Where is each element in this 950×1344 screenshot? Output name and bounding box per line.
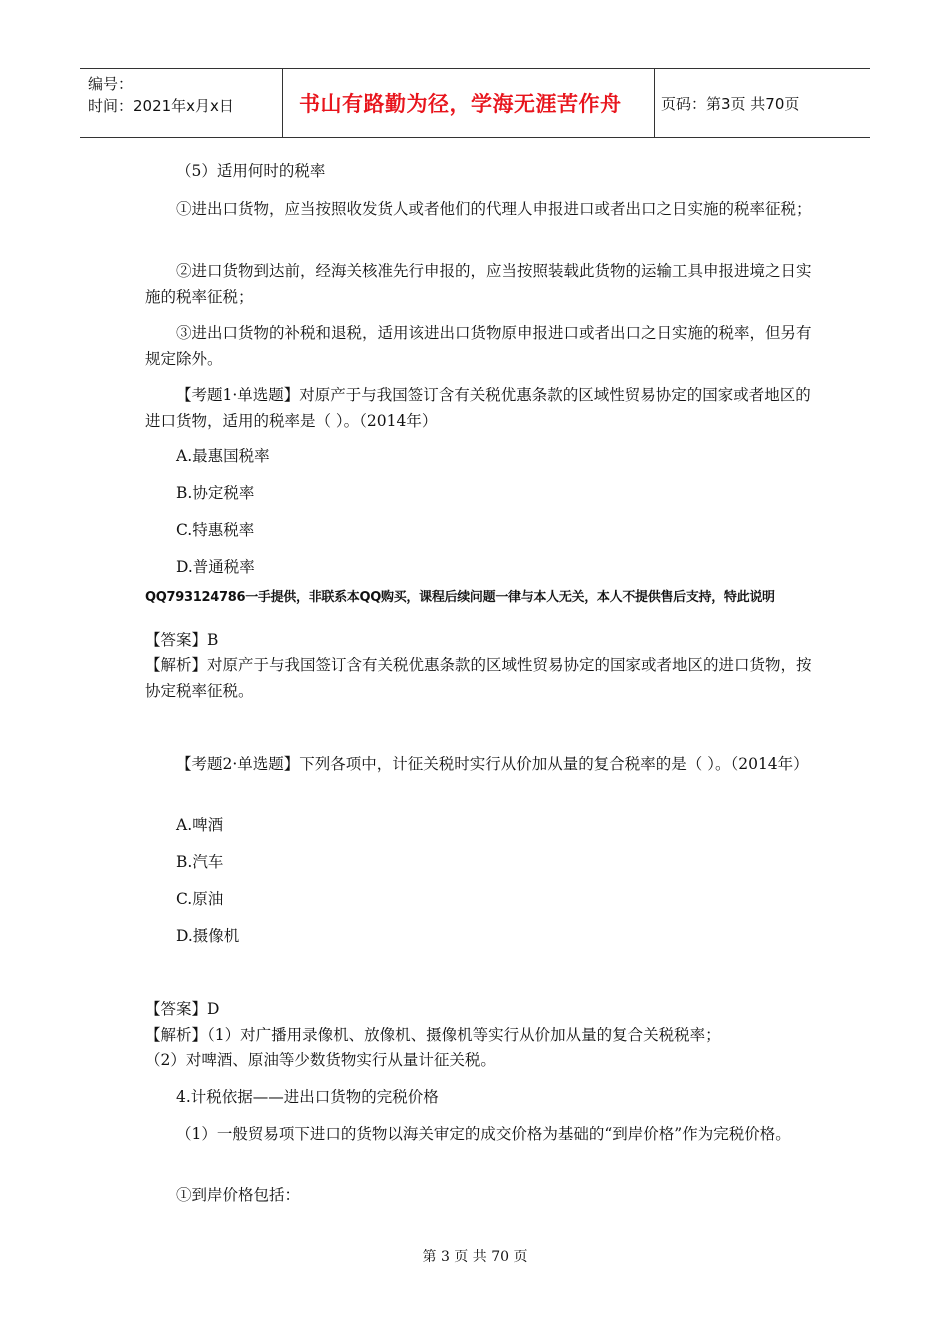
section-5-item-3: ③进出口货物的补税和退税，适用该进出口货物原申报进口或者出口之日实施的税率，但另有规定除外。 <box>145 324 812 368</box>
section-4-title: 4.计税依据——进出口货物的完税价格 <box>176 1088 439 1106</box>
page-footer: 第 3 页 共 70 页 <box>422 1249 528 1265</box>
question-2-option-a: A.啤酒 <box>176 816 224 834</box>
page-header <box>80 68 870 138</box>
question-1-answer: 【答案】B <box>145 631 219 649</box>
question-2-analysis-1: 【解析】（1）对广播用录像机、放像机、摄像机等实行从价加从量的复合关税税率； <box>145 1026 721 1044</box>
header-page-info: 页码：第3页 共70页 <box>661 94 800 113</box>
question-2-analysis-2: （2）对啤酒、原油等少数货物实行从量计征关税。 <box>145 1051 496 1069</box>
section-4-item-1: （1）一般贸易项下进口的货物以海关审定的成交价格为基础的“到岸价格”作为完税价格。 <box>176 1125 791 1143</box>
question-1-option-a: A.最惠国税率 <box>176 447 270 465</box>
header-meta <box>80 69 283 137</box>
question-1-analysis: 【解析】对原产于与我国签订含有关税优惠条款的区域性贸易协定的国家或者地区的进口货物，按协定税率征税。 <box>145 656 812 700</box>
question-1-stem: 【考题1·单选题】对原产于与我国签订含有关税优惠条款的区域性贸易协定的国家或者地区的进口货物，适用的税率是（ ）。（2014年） <box>145 386 811 430</box>
section-5-title: （5）适用何时的税率 <box>176 162 326 180</box>
question-2-option-b: B.汽车 <box>176 853 224 871</box>
section-4-item-2: ①到岸价格包括： <box>176 1186 301 1204</box>
header-motto-cell <box>283 69 655 137</box>
doc-number-label: 编号： <box>88 75 134 93</box>
question-1-option-c: C.特惠税率 <box>176 521 255 539</box>
doc-date-label: 时间：2021年x月x日 <box>88 97 234 115</box>
distribution-notice: QQ793124786一手提供，非联系本QQ购买，课程后续问题一律与本人无关，本人不提供售后支持，特此说明 <box>145 590 775 605</box>
question-2-answer: 【答案】D <box>145 1000 220 1018</box>
question-2-stem: 【考题2·单选题】下列各项中，计征关税时实行从价加从量的复合税率的是（ ）。（2014年） <box>176 755 809 773</box>
question-1-option-b: B.协定税率 <box>176 484 255 502</box>
section-5-item-1: ①进出口货物，应当按照收发货人或者他们的代理人申报进口或者出口之日实施的税率征税； <box>176 200 812 218</box>
question-2-option-d: D.摄像机 <box>176 927 240 945</box>
question-1-option-d: D.普通税率 <box>176 558 255 576</box>
header-motto: 书山有路勤为径，学海无涯苦作舟 <box>299 92 622 116</box>
question-2-option-c: C.原油 <box>176 890 224 908</box>
section-5-item-2: ②进口货物到达前，经海关核准先行申报的，应当按照装载此货物的运输工具申报进境之日实施的税率征税； <box>145 262 812 306</box>
